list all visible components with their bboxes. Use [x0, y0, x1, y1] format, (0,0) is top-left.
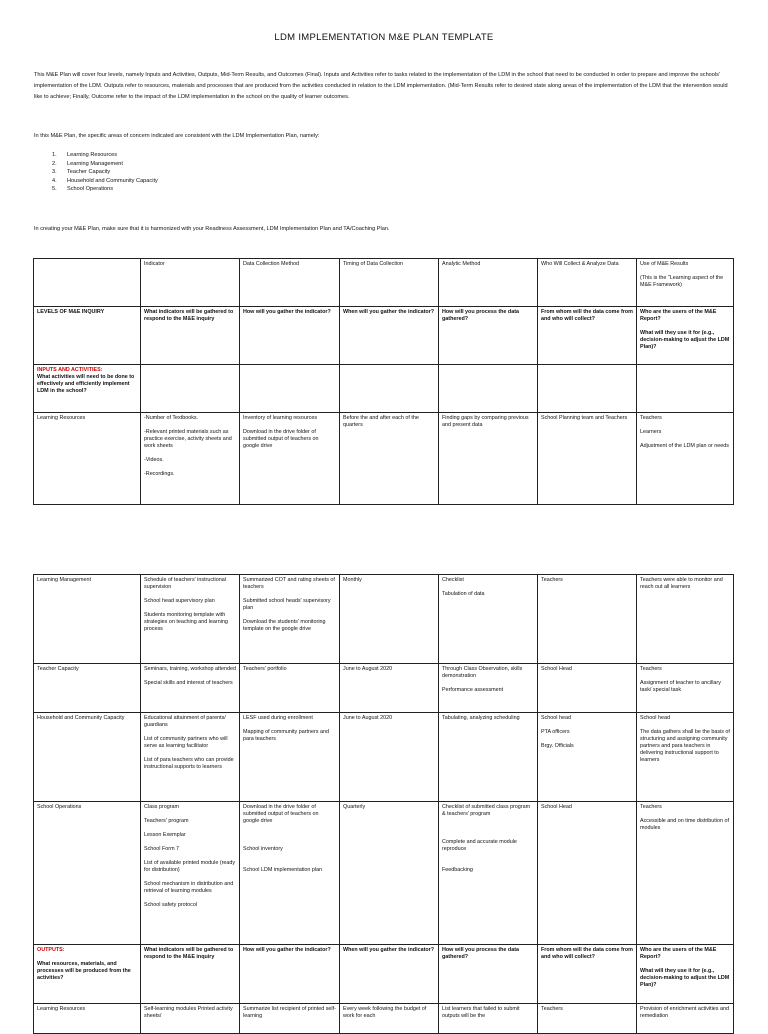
table-row	[34, 802, 734, 945]
table-cell: Checklist of submitted class program & teachers' program Complete and accurate module reproduce Feedbacking	[439, 802, 538, 945]
table-cell: Provision of enrichment activities and remediation	[637, 1004, 734, 1034]
table-cell: Download in the drive folder of submitted output of teachers on google drive School inventory School LDM implementation plan	[240, 802, 340, 945]
table-cell: School Planning team and Teachers	[538, 413, 637, 505]
areas-list	[52, 151, 158, 194]
table-cell: What indicators will be gathered to respond to the M&E inquiry	[141, 945, 240, 1004]
table-cell: Who are the users of the M&E Report? What will they use it for (e.g., decision-making to adjust the LDM Plan)?	[637, 307, 734, 365]
header-analytic: Analytic Method	[439, 259, 538, 307]
table-row	[34, 945, 734, 1004]
table-cell	[141, 365, 240, 413]
table-cell: June to August 2020	[340, 713, 439, 802]
area-cell: Learning Resources	[34, 413, 141, 505]
list-item: 2. Learning Management	[52, 160, 123, 167]
table-cell: Teachers	[538, 575, 637, 664]
table-cell: From whom will the data come from and who will collect?	[538, 307, 637, 365]
area-cell: Learning Management	[34, 575, 141, 664]
area-cell: Learning Resources	[34, 1004, 141, 1034]
table-cell: From whom will the data come from and who will collect?	[538, 945, 637, 1004]
table-cell: School Head	[538, 802, 637, 945]
inputs-label: INPUTS AND ACTIVITIES: What activities will need to be done to effectively and efficiently implement LDM in the school?	[34, 365, 141, 413]
list-item: 4. Household and Community Capacity	[52, 177, 158, 184]
intro-paragraph: This M&E Plan will cover four levels, namely Inputs and Activities, Outputs, Mid-Term Results, and Outcomes (Final). Inputs and Activities refer to tasks related to the implementation of the LDM in the school that need to be conducted in order to prepare and improve the schools' implementation of the LDM. Outputs refer to resources, materials and processes that are produced from the activities conducted in relation to the LDM implementation. (Mid-Term Results refer to desired state along areas of the implementation of the LDM that the intervention would like to achieve; Finally, Outcome refer to the impact of the LDM implementation in the school on the quality of learner outcomes.	[34, 72, 728, 100]
table-cell	[538, 365, 637, 413]
table-cell: List learners that failed to submit outputs will be the	[439, 1004, 538, 1034]
header-who: Who Will Collect & Analyze Data	[538, 259, 637, 307]
table-cell: Before the and after each of the quarters	[340, 413, 439, 505]
table-cell: How will you process the data gathered?	[439, 307, 538, 365]
table-cell: Checklist Tabulation of data	[439, 575, 538, 664]
table-cell: How will you process the data gathered?	[439, 945, 538, 1004]
table-cell: Teachers Accessible and on time distribution of modules	[637, 802, 734, 945]
table-cell	[439, 365, 538, 413]
table-cell: When will you gather the indicator?	[340, 307, 439, 365]
table-cell: Teachers' portfolio	[240, 664, 340, 713]
list-item: 3. Teacher Capacity	[52, 169, 111, 176]
table-cell: Every week following the budget of work for each	[340, 1004, 439, 1034]
table-row	[34, 307, 734, 365]
area-cell: Household and Community Capacity	[34, 713, 141, 802]
table-row	[34, 413, 734, 505]
header-data-collection: Data Collection Method	[240, 259, 340, 307]
table-cell: School head PTA officers Brgy. Officials	[538, 713, 637, 802]
me-plan-table-1	[33, 258, 734, 505]
table-cell: How will you gather the indicator?	[240, 945, 340, 1004]
header-use: Use of M&E Results (This is the "Learning aspect of the M&E Framework)	[637, 259, 734, 307]
table-cell: Seminars, training, workshop attended Special skills and interest of teachers	[141, 664, 240, 713]
table-cell: Who are the users of the M&E Report? What will they use it for (e.g., decision-making to adjust the LDM Plan)?	[637, 945, 734, 1004]
page-title: LDM IMPLEMENTATION M&E PLAN TEMPLATE	[274, 32, 494, 43]
table-row	[34, 1004, 734, 1034]
table-cell: Schedule of teachers' instructional supervision School head supervisory plan Students monitoring template with strategies on teaching and learning process	[141, 575, 240, 664]
table-cell: Teachers Assignment of teacher to ancillary task/ special task	[637, 664, 734, 713]
levels-label: LEVELS OF M&E INQUIRY	[34, 307, 141, 365]
table-cell: Self-learning modules Printed activity sheets/	[141, 1004, 240, 1034]
area-cell: School Operations	[34, 802, 141, 945]
table-cell: Teachers Learners Adjustment of the LDM plan or needs	[637, 413, 734, 505]
table-cell	[637, 365, 734, 413]
table-cell: Monthly	[340, 575, 439, 664]
table-cell: Tabulating, analyzing scheduling	[439, 713, 538, 802]
table-cell	[340, 365, 439, 413]
table-row	[34, 365, 734, 413]
areas-of-concern-text: In this M&E Plan, the specific areas of concern indicated are consistent with the LDM Implementation Plan, namely:	[34, 133, 320, 139]
table-cell: Educational attainment of parents/ guardians List of community partners who will serve as learning facilitator List of para teachers who can provide instructional supports to learners	[141, 713, 240, 802]
table-cell	[240, 365, 340, 413]
table-cell: How will you gather the indicator?	[240, 307, 340, 365]
table-cell: Summarized COT and rating sheets of teachers Submitted school heads' supervisory plan Download the students' monitoring template on the google drive	[240, 575, 340, 664]
table-cell: School Head	[538, 664, 637, 713]
table-cell: Finding gaps by comparing previous and present data	[439, 413, 538, 505]
table-cell: Inventory of learning resources Download in the drive folder of submitted output of teachers on google drive	[240, 413, 340, 505]
table-cell: Class program Teachers' program Lesson Exemplar School Form 7 List of available printed module (ready for distribution) School mechanism in distribution and retrieval of learning modules School safety protocol	[141, 802, 240, 945]
harmonize-note: In creating your M&E Plan, make sure that it is harmonized with your Readiness Assessment, LDM Implementation Plan and TA/Coaching Plan.	[34, 226, 390, 232]
table-cell: When will you gather the indicator?	[340, 945, 439, 1004]
list-item: 1. Learning Resources	[52, 152, 118, 158]
table-cell: Summarize list recipient of printed self-learning	[240, 1004, 340, 1034]
me-plan-table-2	[33, 574, 734, 1034]
table-row	[34, 713, 734, 802]
table-cell: LESF used during enrollment Mapping of community partners and para teachers	[240, 713, 340, 802]
table-cell: What indicators will be gathered to respond to the M&E inquiry	[141, 307, 240, 365]
area-cell: Teacher Capacity	[34, 664, 141, 713]
table-row	[34, 664, 734, 713]
table-cell	[34, 259, 141, 307]
table-cell: June to August 2020	[340, 664, 439, 713]
outputs-label: OUTPUTS: What resources, materials, and processes will be produced from the activities?	[34, 945, 141, 1004]
table-cell: Quarterly	[340, 802, 439, 945]
table-cell: Teachers were able to monitor and reach out all learners	[637, 575, 734, 664]
table-cell: School head The data gathers shall be the basis of structuring and assigning community partners and para teachers in delivering instructional support to learners	[637, 713, 734, 802]
table-row	[34, 575, 734, 664]
table-header-row	[34, 259, 734, 307]
table-cell: Teachers	[538, 1004, 637, 1034]
list-item: 5. School Operations	[52, 186, 114, 193]
header-indicator: Indicator	[141, 259, 240, 307]
table-cell: Through Class Observation, skills demonstration Performance assessment	[439, 664, 538, 713]
table-cell: -Number of Textbooks. -Relevant printed materials such as practice exercise, activity sheets and work sheets -Videos. -Recordings.	[141, 413, 240, 505]
header-timing: Timing of Data Collection	[340, 259, 439, 307]
